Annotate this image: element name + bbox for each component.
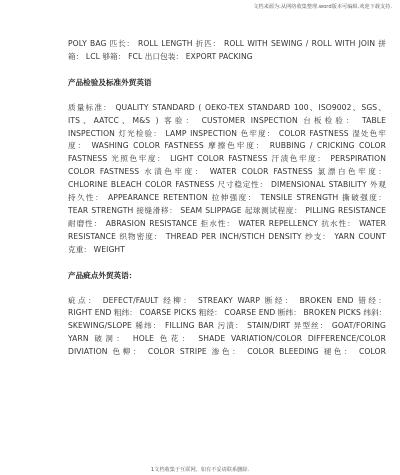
section-inspection xyxy=(68,102,386,257)
section-defects xyxy=(68,295,386,360)
text-line: ITS、AATCC、M&S ) 客验： CUSTOMER INSPECTION 台板检验： TABLE xyxy=(68,115,386,125)
document-content xyxy=(68,38,386,359)
section-packing xyxy=(68,38,386,64)
text-line: SKEWING/SLOPE 稀纬： FILLING BAR 污渍： STAIN/DIRT 异型丝： GOAT/FORING xyxy=(68,321,386,331)
text-line: 持久性： APPEARANCE RETENTION 拉伸强度： TENSILE STRENGTH 撕破强度： xyxy=(68,193,386,203)
section-heading-defects: 产品疵点外贸英语： xyxy=(68,270,137,280)
text-line: YARN 破洞： HOLE 色花： SHADE VARIATION/COLOR DIFFERENCE/COLOR xyxy=(68,334,386,344)
text-line: 耐磨性： ABRASION RESISTANCE 拒水性： WATER REPELLENCY 抗水性： WATER xyxy=(68,218,386,228)
text-line: DIVIATION 色柳： COLOR STRIPE 渗色： COLOR BLEEDING 褪色： COLOR xyxy=(68,347,386,357)
text-line: INSPECTION 灯光检验： LAMP INSPECTION 色牢度： COLOR FASTNESS 湿处色牢 xyxy=(68,128,386,138)
text-line: CHLORINE BLEACH COLOR FASTNESS 尺寸稳定性： DIMENSIONAL STABILITY 外观 xyxy=(68,180,386,190)
text-line: FASTNESS 光照色牢度： LIGHT COLOR FASTNESS 汗渍色牢度： PERSPIRATION xyxy=(68,154,386,164)
text-line: 质量标准： QUALITY STANDARD ( OEKO-TEX STANDARD 100、ISO9002、SGS、 xyxy=(68,102,386,112)
header-note: 文档来源为:从网络收集整理.word版本可编辑.欢迎下载支持. xyxy=(253,4,392,10)
footer-note: 1文档收集于互联网，如有不妥请联系删除. xyxy=(150,467,250,473)
text-line: RIGHT END 粗纬： COARSE PICKS 粗经： COARSE END 断纬： BROKEN PICKS 纬斜： xyxy=(68,308,387,318)
text-line: COLOR FASTNESS 水渍色牢度： WATER COLOR FASTNESS 氯漂白色牢度： xyxy=(68,167,386,177)
text-line: 疵点： DEFECT/FAULT 经柳： STREAKY WARP 断经： BROKEN END 错经： xyxy=(68,295,386,305)
text-line: 度： WASHING COLOR FASTNESS 摩擦色牢度： RUBBING / CRICKING COLOR xyxy=(68,141,386,151)
text-line: 克重： WEIGHT xyxy=(68,244,125,254)
text-line: RESISTANCE 织物密度： THREAD PER INCH/STICH DENSITY 纱支： YARN COUNT xyxy=(68,231,386,241)
section-heading-inspection: 产品检验及标准外贸英语 xyxy=(68,77,152,87)
text-line: TEAR STRENGTH 接缝滑移： SEAM SLIPPAGE 起球测试程度： PILLING RESISTANCE xyxy=(68,205,386,215)
text-line: POLY BAG 匹长： ROLL LENGTH 折匹： ROLL WITH SEWING / ROLL WITH JOIN 拼 xyxy=(68,39,386,48)
text-line: 箱： LCL 够箱： FCL 出口包装： EXPORT PACKING xyxy=(68,51,253,61)
